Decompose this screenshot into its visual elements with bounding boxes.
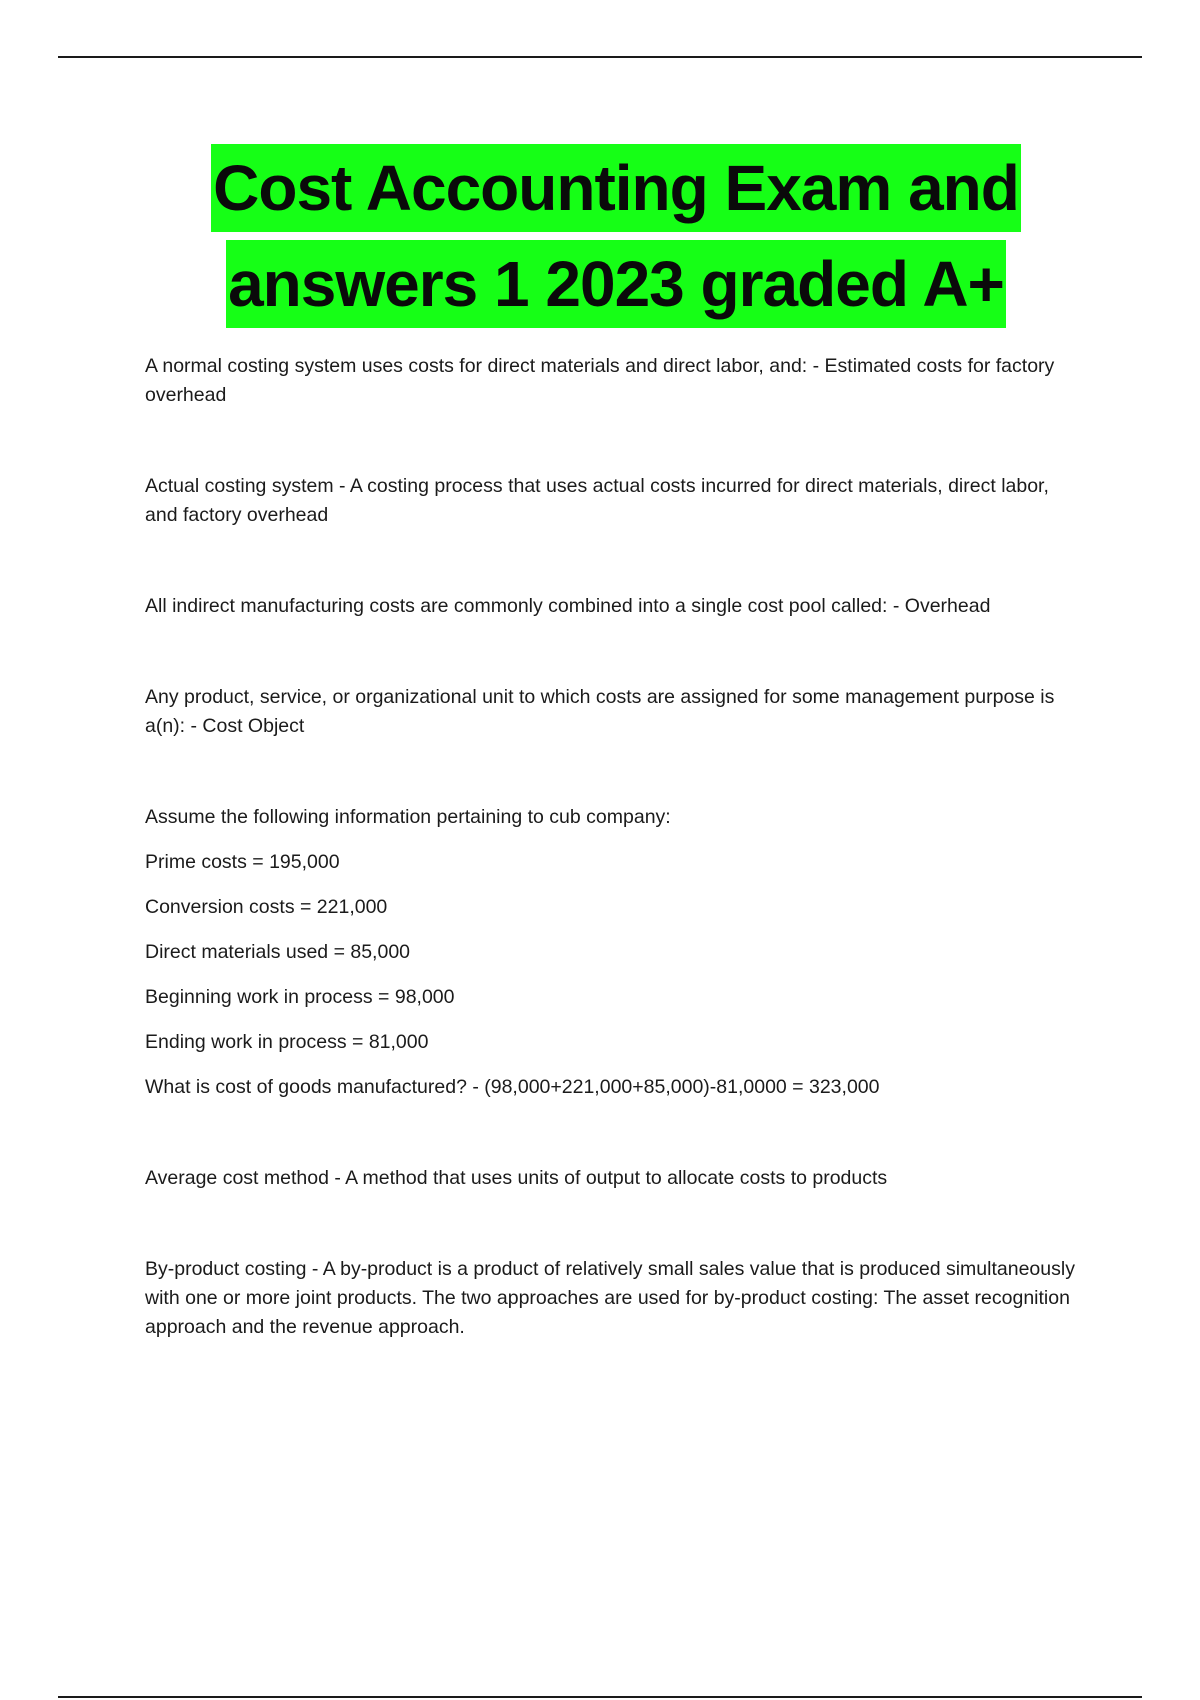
- qa-item: By-product costing - A by-product is a product of relatively small sales value that is produced simultaneously with one or more joint products. The two approaches are used for by-product costing: The asset recognition approach and the revenue approach.: [145, 1258, 1075, 1338]
- question-line: Assume the following information pertaining to cub company:: [145, 806, 671, 828]
- question-answer-line: What is cost of goods manufactured? - (98,000+221,000+85,000)-81,0000 = 323,000: [145, 1076, 880, 1098]
- qa-item: A normal costing system uses costs for direct materials and direct labor, and: - Estimated costs for factory overhead: [145, 355, 1055, 406]
- title-line-2: answers 1 2023 graded A+: [226, 240, 1006, 328]
- qa-item: Average cost method - A method that uses units of output to allocate costs to products: [145, 1167, 888, 1189]
- document-title: [0, 144, 1200, 328]
- question-line: Ending work in process = 81,000: [145, 1031, 429, 1053]
- bottom-rule: [58, 1696, 1142, 1698]
- qa-item: Actual costing system - A costing process that uses actual costs incurred for direct materials, direct labor, and factory overhead: [145, 475, 1049, 526]
- question-line: Prime costs = 195,000: [145, 851, 340, 873]
- title-line-1: Cost Accounting Exam and: [211, 144, 1021, 232]
- question-line: Beginning work in process = 98,000: [145, 986, 455, 1008]
- top-rule: [58, 56, 1142, 58]
- qa-item: All indirect manufacturing costs are commonly combined into a single cost pool called: - Overhead: [145, 595, 991, 617]
- cub-company-question: [145, 803, 1080, 1102]
- document-body: [145, 352, 1080, 1342]
- question-line: Direct materials used = 85,000: [145, 941, 411, 963]
- qa-item: Any product, service, or organizational unit to which costs are assigned for some management purpose is a(n): - Cost Object: [145, 686, 1055, 737]
- question-line: Conversion costs = 221,000: [145, 896, 388, 918]
